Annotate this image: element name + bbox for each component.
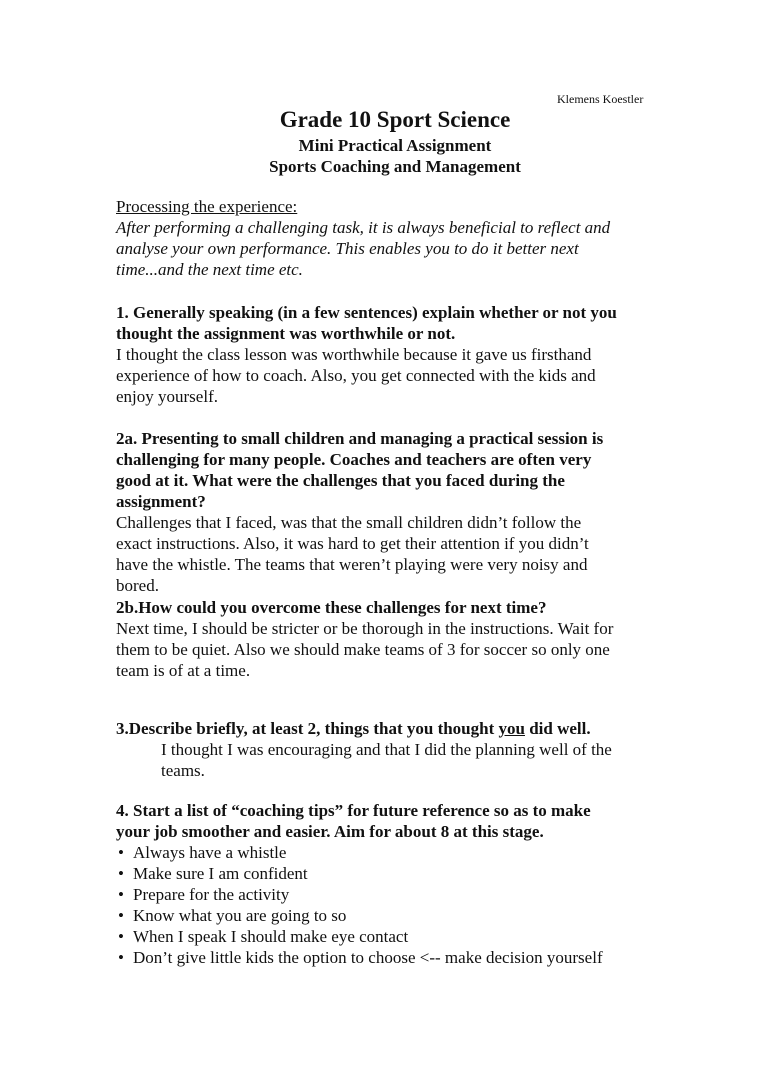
answer-1-text: I thought the class lesson was worthwhile because it gave us firsthand [116, 345, 592, 364]
tip-text: Always have a whistle [133, 843, 287, 862]
answer-2a-text: bored. [116, 576, 159, 595]
coaching-tips-list [116, 842, 603, 968]
list-item [116, 947, 603, 968]
question-2a-text: challenging for many people. Coaches and teachers are often very [116, 450, 592, 469]
bullet-icon: • [118, 885, 124, 904]
answer-3-text: teams. [161, 761, 205, 780]
bullet-icon: • [118, 864, 124, 883]
tip-text: Don’t give little kids the option to choose <-- make decision yourself [133, 948, 603, 967]
question-4-section [116, 800, 603, 968]
intro-line: analyse your own performance. This enables you to do it better next [116, 239, 579, 258]
tip-text: Make sure I am confident [133, 864, 308, 883]
author-name: Klemens Koestler [557, 92, 644, 106]
question-1-text: 1. Generally speaking (in a few sentences) explain whether or not you [116, 303, 617, 322]
question-3-text [116, 718, 612, 739]
question-4-text: 4. Start a list of “coaching tips” for future reference so as to make [116, 801, 591, 820]
question-3-emphasis: you [498, 719, 525, 738]
question-3-pre: 3.Describe briefly, at least 2, things that you thought [116, 719, 499, 738]
question-2a-text: assignment? [116, 492, 206, 511]
intro-heading: Processing the experience: [116, 197, 298, 216]
question-2a-text: 2a. Presenting to small children and managing a practical session is [116, 429, 604, 448]
answer-2b-text: team is of at a time. [116, 661, 251, 680]
question-2b-text: 2b.How could you overcome these challenges for next time? [116, 598, 547, 617]
question-3-section [116, 718, 612, 781]
subtitle-topic: Sports Coaching and Management [269, 157, 521, 176]
bullet-icon: • [118, 906, 124, 925]
list-item [116, 884, 603, 905]
question-2a-section [116, 428, 603, 596]
question-1-text: thought the assignment was worthwhile or not. [116, 324, 456, 343]
tip-text: Know what you are going to so [133, 906, 347, 925]
list-item [116, 842, 603, 863]
subtitle-assignment: Mini Practical Assignment [298, 136, 492, 155]
bullet-icon: • [118, 927, 124, 946]
answer-1-text: experience of how to coach. Also, you get connected with the kids and [116, 366, 596, 385]
list-item [116, 863, 603, 884]
tip-text: When I speak I should make eye contact [133, 927, 409, 946]
question-3-post: did well. [524, 719, 591, 738]
answer-3-text: I thought I was encouraging and that I did the planning well of the [161, 740, 612, 759]
answer-2b-text: Next time, I should be stricter or be thorough in the instructions. Wait for [116, 619, 614, 638]
list-item [116, 926, 603, 947]
intro-line: time...and the next time etc. [116, 260, 303, 279]
list-item [116, 905, 603, 926]
question-2b-section [116, 597, 613, 681]
answer-1-text: enjoy yourself. [116, 387, 218, 406]
bullet-icon: • [118, 843, 124, 862]
page-title: Grade 10 Sport Science [279, 107, 511, 132]
intro-section [116, 196, 610, 280]
question-2a-text: good at it. What were the challenges that you faced during the [116, 471, 565, 490]
question-4-text: your job smoother and easier. Aim for about 8 at this stage. [116, 822, 544, 841]
question-1-section [116, 302, 617, 407]
answer-2a-text: have the whistle. The teams that weren’t playing were very noisy and [116, 555, 588, 574]
bullet-icon: • [118, 948, 124, 967]
tip-text: Prepare for the activity [133, 885, 290, 904]
intro-line: After performing a challenging task, it is always beneficial to reflect and [116, 218, 611, 237]
answer-2a-text: Challenges that I faced, was that the small children didn’t follow the [116, 513, 582, 532]
answer-2b-text: them to be quiet. Also we should make teams of 3 for soccer so only one [116, 640, 610, 659]
answer-2a-text: exact instructions. Also, it was hard to get their attention if you didn’t [116, 534, 589, 553]
